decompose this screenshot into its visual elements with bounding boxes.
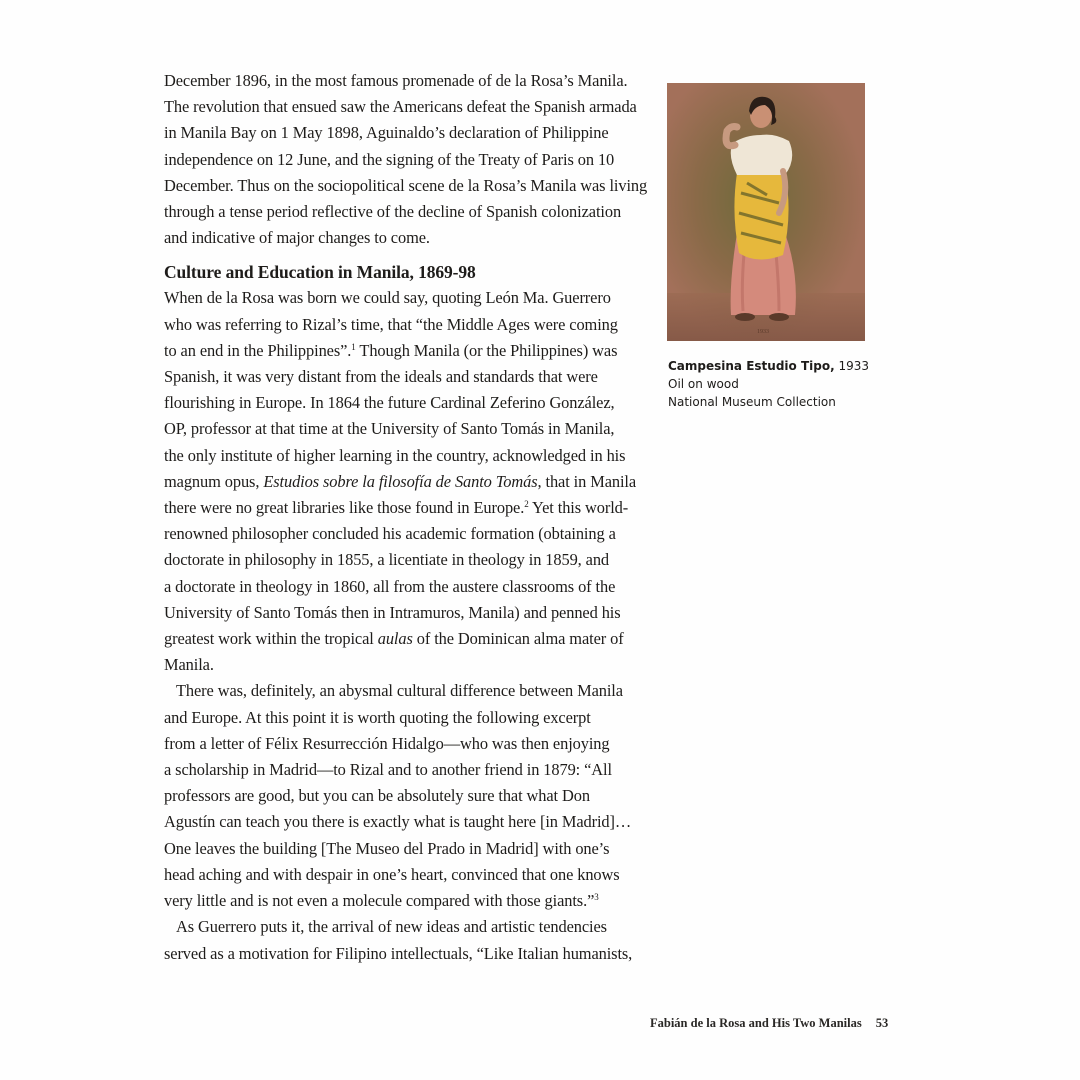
text-line: renowned philosopher concluded his academic formation (obtaining a [164, 524, 616, 544]
text-line: Spanish, it was very distant from the ideals and standards that were [164, 367, 598, 387]
book-title-italic: Estudios sobre la filosofía de Santo Tomás [263, 471, 538, 491]
text-line: from a letter of Félix Resurrección Hidalgo—who was then enjoying [164, 733, 610, 753]
caption-year: 1933 [834, 359, 870, 373]
text-segment: to an end in the Philippines”. [164, 340, 352, 360]
text-line: and indicative of major changes to come. [164, 228, 430, 248]
painting-illustration [667, 83, 865, 341]
italic-term: aulas [377, 629, 413, 649]
running-footer [650, 1016, 888, 1031]
text-line [164, 888, 654, 914]
text-line: served as a motivation for Filipino intellectuals, “Like Italian humanists, [164, 943, 633, 963]
text-line: flourishing in Europe. In 1864 the future Cardinal Zeferino González, [164, 393, 615, 413]
caption-medium: Oil on wood [668, 377, 739, 391]
text-line: in Manila Bay on 1 May 1898, Aguinaldo’s declaration of Philippine [164, 123, 609, 143]
text-segment: Yet this world- [528, 498, 629, 518]
text-line: University of Santo Tomás then in Intramuros, Manila) and penned his [164, 602, 621, 622]
text-line: When de la Rosa was born we could say, quoting León Ma. Guerrero [164, 288, 611, 308]
text-line: OP, professor at that time at the University of Santo Tomás in Manila, [164, 419, 615, 439]
text-line: a doctorate in theology in 1860, all from the austere classrooms of the [164, 576, 616, 596]
paragraph-2 [164, 285, 654, 678]
text-segment: Though Manila (or the Philippines) was [355, 340, 618, 360]
text-line: professors are good, but you can be absolutely sure that what Don [164, 786, 590, 806]
text-line: Agustín can teach you there is exactly what is taught here [in Madrid]… [164, 812, 632, 832]
text-line: a scholarship in Madrid—to Rizal and to another friend in 1879: “All [164, 760, 612, 780]
text-line: through a tense period reflective of the decline of Spanish colonization [164, 202, 622, 222]
paragraph-1 [164, 68, 654, 251]
footnote-ref-1[interactable]: 1 [351, 341, 356, 352]
page-number: 53 [875, 1016, 889, 1030]
text-segment: , that in Manila [537, 471, 637, 491]
svg-text:1933: 1933 [757, 329, 769, 335]
main-text-column [164, 68, 654, 967]
text-line [164, 495, 654, 521]
caption-title: Campesina Estudio Tipo, [668, 359, 835, 373]
text-segment: magnum opus, [164, 471, 264, 491]
footnote-ref-3[interactable]: 3 [594, 892, 599, 903]
text-line: The revolution that ensued saw the Americans defeat the Spanish armada [164, 97, 637, 117]
section-heading: Culture and Education in Manila, 1869-98 [164, 262, 476, 283]
text-line: who was referring to Rizal’s time, that “the Middle Ages were coming [164, 314, 618, 334]
text-line [164, 338, 654, 364]
paragraph-4 [164, 914, 654, 966]
text-segment: very little and is not even a molecule compared with those giants.” [164, 891, 595, 911]
text-line: Manila. [164, 655, 214, 675]
text-line: the only institute of higher learning in the country, acknowledged in his [164, 445, 626, 465]
caption-title-line [668, 357, 888, 375]
text-line: As Guerrero puts it, the arrival of new ideas and artistic tendencies [176, 917, 607, 937]
text-line [164, 626, 654, 652]
text-segment: greatest work within the tropical [164, 629, 378, 649]
text-line: December. Thus on the sociopolitical scene de la Rosa’s Manila was living [164, 175, 648, 195]
text-line: There was, definitely, an abysmal cultural difference between Manila [176, 681, 623, 701]
text-line: independence on 12 June, and the signing of the Treaty of Paris on 10 [164, 149, 615, 169]
text-line: One leaves the building [The Museo del Prado in Madrid] with one’s [164, 838, 610, 858]
text-segment: there were no great libraries like those found in Europe. [164, 498, 525, 518]
text-line: doctorate in philosophy in 1855, a licentiate in theology in 1859, and [164, 550, 610, 570]
text-line: head aching and with despair in one’s heart, convinced that one knows [164, 864, 620, 884]
paragraph-3 [164, 678, 654, 914]
caption-collection: National Museum Collection [668, 395, 836, 409]
text-segment: of the Dominican alma mater of [412, 629, 624, 649]
running-title: Fabián de la Rosa and His Two Manilas [650, 1016, 862, 1030]
text-line: and Europe. At this point it is worth quoting the following excerpt [164, 707, 591, 727]
figure-caption [668, 357, 888, 411]
painting-image [667, 83, 865, 341]
text-line: December 1896, in the most famous promenade of de la Rosa’s Manila. [164, 71, 628, 90]
text-line [164, 469, 654, 495]
footnote-ref-2[interactable]: 2 [524, 499, 529, 510]
